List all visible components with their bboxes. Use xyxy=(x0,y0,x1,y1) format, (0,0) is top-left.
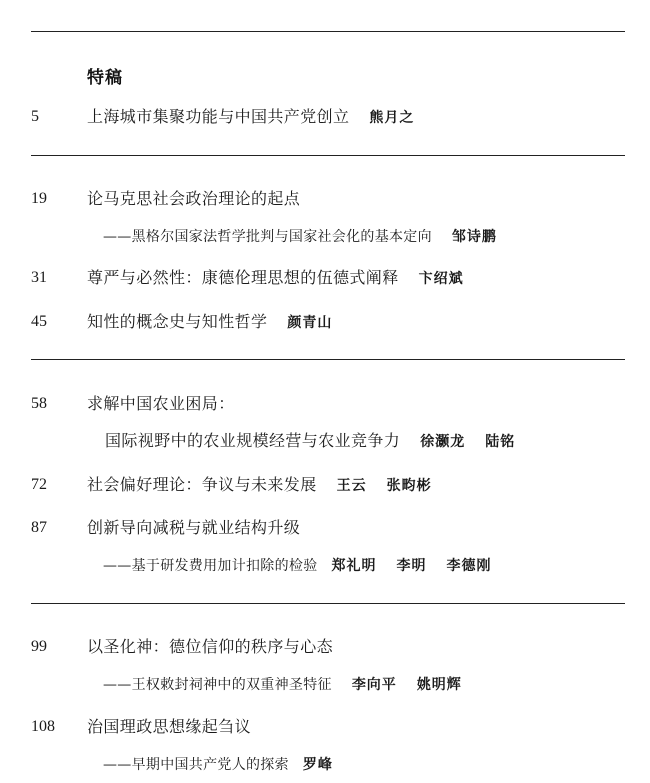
article-subtitle: ——黑格尔国家法哲学批判与国家社会化的基本定向 邹诗鹏 xyxy=(103,229,497,245)
article-title: 创新导向减税与就业结构升级 xyxy=(87,518,301,537)
author: 李向平 xyxy=(351,677,397,693)
article-subtitle: 国际视野中的农业规模经营与农业竞争力 徐灏龙 陆铭 xyxy=(105,431,516,450)
page-number: 45 xyxy=(31,313,47,330)
page-number: 58 xyxy=(31,395,47,412)
article-title: 求解中国农业困局： xyxy=(87,394,235,413)
section-divider xyxy=(31,603,625,604)
article-title: 知性的概念史与知性哲学 颜青山 xyxy=(87,312,333,331)
article-subtitle: ——王权敕封祠神中的双重神圣特征 李向平 姚明辉 xyxy=(103,677,462,693)
author: 罗峰 xyxy=(302,757,333,773)
author: 熊月之 xyxy=(369,110,415,126)
page-number: 108 xyxy=(31,718,55,735)
author: 卞绍斌 xyxy=(418,271,464,287)
article-title: 论马克思社会政治理论的起点 xyxy=(87,189,301,208)
author: 李明 xyxy=(396,558,427,574)
top-divider xyxy=(31,31,625,32)
author: 姚明辉 xyxy=(416,677,462,693)
article-title: 尊严与必然性：康德伦理思想的伍德式阐释 卞绍斌 xyxy=(87,268,464,287)
author: 徐灏龙 xyxy=(420,434,466,450)
page-number: 87 xyxy=(31,519,47,536)
author: 邹诗鹏 xyxy=(451,229,497,245)
author: 王云 xyxy=(336,478,367,494)
section-divider xyxy=(31,155,625,156)
author: 郑礼明 xyxy=(331,558,377,574)
article-title: 治国理政思想缘起刍议 xyxy=(87,717,252,736)
author: 陆铭 xyxy=(485,434,516,450)
author: 张畇彬 xyxy=(386,478,432,494)
author: 李德刚 xyxy=(446,558,492,574)
page-number: 72 xyxy=(31,476,47,493)
article-subtitle: ——基于研发费用加计扣除的检验 郑礼明 李明 李德刚 xyxy=(103,558,492,574)
article-title: 社会偏好理论：争议与未来发展 王云 张畇彬 xyxy=(87,475,432,494)
section-heading-special: 特稿 xyxy=(87,68,123,88)
page-number: 31 xyxy=(31,269,47,286)
author: 颜青山 xyxy=(287,315,333,331)
article-title: 上海城市集聚功能与中国共产党创立 熊月之 xyxy=(87,107,415,126)
page-number: 5 xyxy=(31,108,39,125)
page-number: 19 xyxy=(31,190,47,207)
article-subtitle: ——早期中国共产党人的探索 罗峰 xyxy=(103,757,333,773)
section-divider xyxy=(31,359,625,360)
article-title: 以圣化神：德位信仰的秩序与心态 xyxy=(87,637,334,656)
page-number: 99 xyxy=(31,638,47,655)
